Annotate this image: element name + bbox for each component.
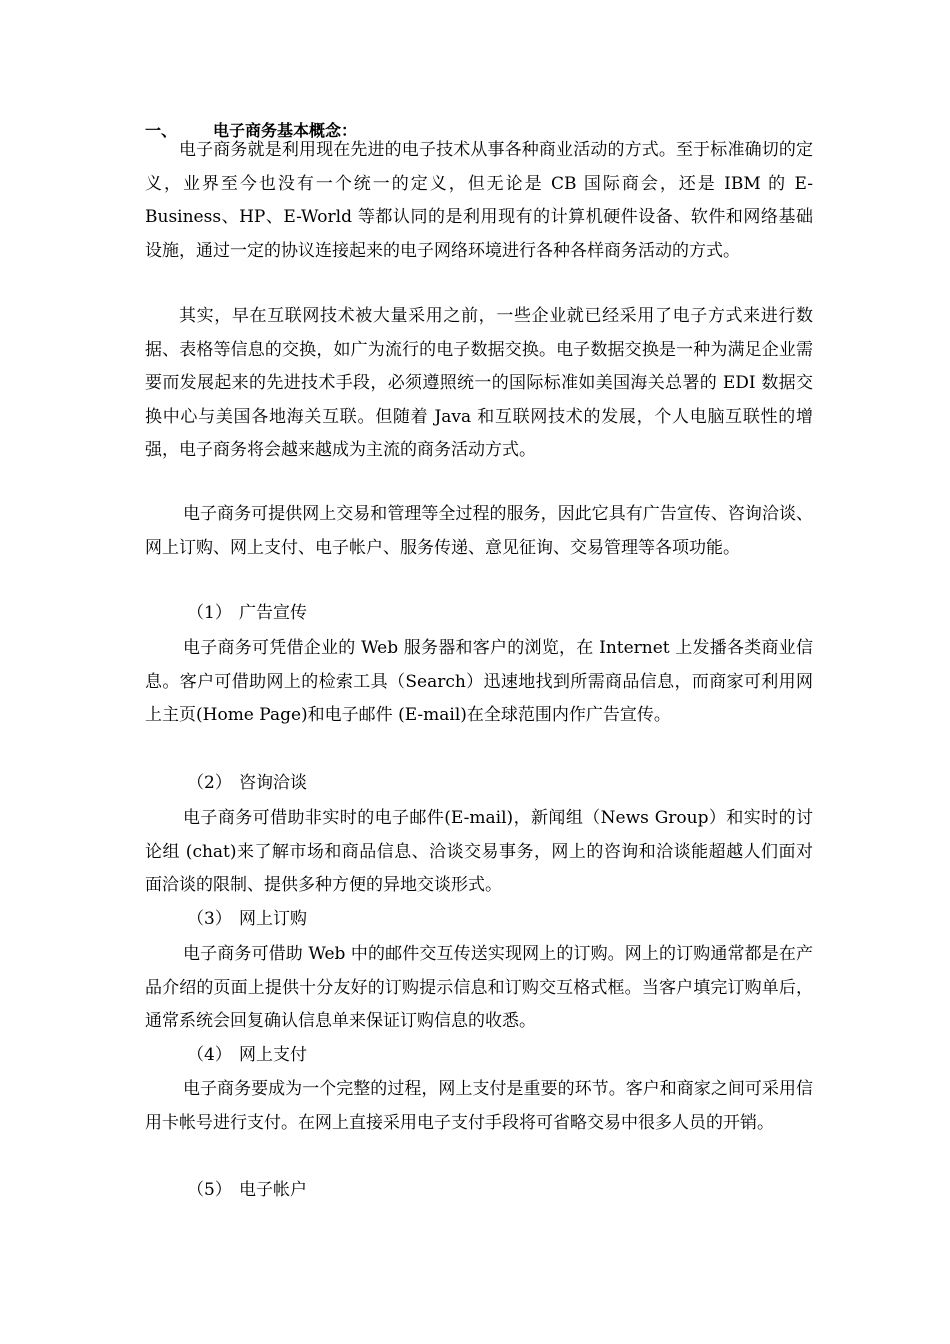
item-title: 咨询洽谈 (239, 773, 307, 793)
item-title: 网上订购 (239, 909, 307, 929)
item-heading-payment (187, 1039, 307, 1073)
item-number: （2） (187, 773, 232, 793)
item-number: （4） (187, 1045, 232, 1065)
paragraph-edi-history: 其实，早在互联网技术被大量采用之前，一些企业就已经采用了电子方式来进行数据、表格等信息的交换，如广为流行的电子数据交换。电子数据交换是一种为满足企业需要而发展起来的先进技术手段，必须遵照统一的国际标准如美国海关总署的 EDI 数据交换中心与美国各地海关互联。但随着 Java 和互联网技术的发展，个人电脑互联性的增强，电子商务将会越来越成为主流的商务活动方式。 (145, 306, 813, 460)
item-title: 网上支付 (239, 1045, 307, 1065)
item-number: （3） (187, 909, 232, 929)
section-number: 一、 (145, 121, 178, 140)
item-heading-account (187, 1174, 307, 1208)
item-heading-consulting (187, 767, 307, 801)
item-title: 广告宣传 (239, 603, 307, 623)
item-number: （1） (187, 603, 232, 623)
paragraph-definition: 电子商务就是利用现在先进的电子技术从事各种商业活动的方式。至于标准确切的定义，业界至今也没有一个统一的定义，但无论是 CB 国际商会，还是 IBM 的 E-Business、HP、E-World 等都认同的是利用现有的计算机硬件设备、软件和网络基础设施，通过一定的协议连接起来的电子网络环境进行各种各样商务活动的方式。 (145, 140, 813, 261)
item-title: 电子帐户 (239, 1180, 307, 1200)
paragraph-ordering: 电子商务可借助 Web 中的邮件交互传送实现网上的订购。网上的订购通常都是在产品介绍的页面上提供十分友好的订购提示信息和订购交互格式框。当客户填完订购单后，通常系统会回复确认信息单来保证订购信息的收悉。 (145, 944, 813, 1031)
paragraph-functions: 电子商务可提供网上交易和管理等全过程的服务，因此它具有广告宣传、咨询洽谈、网上订购、网上支付、电子帐户、服务传递、意见征询、交易管理等各项功能。 (145, 504, 813, 558)
item-number: （5） (187, 1180, 232, 1200)
item-heading-advertising (187, 597, 307, 631)
section-title: 电子商务基本概念： (213, 121, 358, 140)
paragraph-advertising: 电子商务可凭借企业的 Web 服务器和客户的浏览，在 Internet 上发播各类商业信息。客户可借助网上的检索工具（Search）迅速地找到所需商品信息，而商家可利用网上主页(Home Page)和电子邮件 (E-mail)在全球范围内作广告宣传。 (145, 638, 813, 725)
paragraph-payment: 电子商务要成为一个完整的过程，网上支付是重要的环节。客户和商家之间可采用信用卡帐号进行支付。在网上直接采用电子支付手段将可省略交易中很多人员的开销。 (145, 1079, 813, 1133)
paragraph-consulting: 电子商务可借助非实时的电子邮件(E-mail)，新闻组（News Group）和实时的讨论组 (chat)来了解市场和商品信息、洽谈交易事务，网上的咨询和洽谈能超越人们面对面洽谈的限制、提供多种方便的异地交谈形式。 (145, 808, 813, 895)
item-heading-ordering (187, 903, 307, 937)
